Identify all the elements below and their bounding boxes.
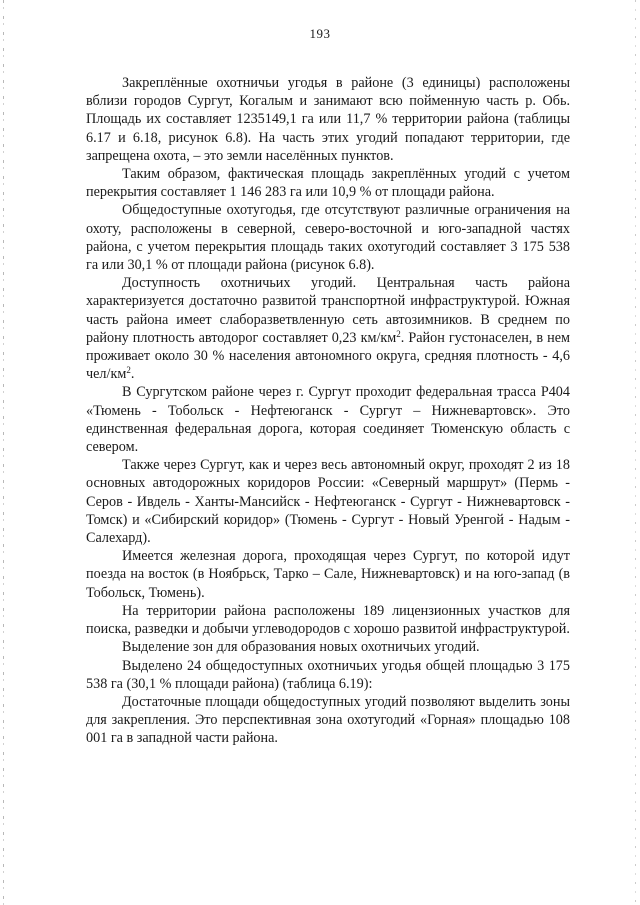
paragraph-public-grounds-count: Выделено 24 общедоступных охотничьих угодья общей площадью 3 175 538 га (30,1 % площади района) (таблица 6.19): [86,657,570,692]
accessibility-text-3: . [130,366,135,383]
accessibility-text-2: . Район густонаселен, в нем проживает около 30 % населения автономного округа, средняя плотность - 4,6 чел/км [86,329,571,383]
document-body [86,74,570,748]
paragraph-public-grounds: Общедоступные охотугодья, где отсутствуют различные ограничения на охоту, расположены в северной, северо-восточной и юго-западной частях района, с учетом перекрытия площадь таких охотугодий составляет 3 175 538 га или 30,1 % от площади района (рисунок 6.8). [86,202,570,274]
superscript-1: 2 [396,328,401,339]
accessibility-text-1: Доступность охотничьих угодий. Центральная часть района характеризуется достаточно развитой транспортной инфраструктурой. Южная часть района имеет слаборазветвленную сеть автозимников. В среднем по району плотность автодорог составляет 0,23 км/км [86,275,570,346]
paragraph-road-corridors: Также через Сургут, как и через весь автономный округ, проходят 2 из 18 основных автодорожных коридоров России: «Северный маршрут» (Пермь - Серов - Ивдель - Ханты-Мансийск - Нефтеюганск - Сургут - Нижневартовск - Томск) и «Сибирский коридор» (Тюмень - Сургут - Новый Уренгой - Надым - Салехард). [86,457,570,547]
paragraph-hunting-grounds: Закреплённые охотничьи угодья в районе (3 единицы) расположены вблизи городов Сургут, Когалым и занимают всю пойменную часть р. Обь. Площадь их составляет 1235149,1 га или 11,7 % территории района (таблицы 6.17 и 6.18, рисунок 6.8). На часть этих угодий попадают территории, где запрещена охота, – это земли населённых пунктов. [86,75,570,164]
paragraph-gornaya-zone: Достаточные площади общедоступных угодий позволяют выделить зоны для закрепления. Это перспективная зона охотугодий «Горная» площадью 108 001 га в западной части района. [86,693,570,747]
paragraph-actual-area: Таким образом, фактическая площадь закреплённых угодий с учетом перекрытия составляет 1 146 283 га или 10,9 % от площади района. [86,166,570,201]
paragraph-federal-highway: В Сургутском районе через г. Сургут проходит федеральная трасса Р404 «Тюмень - Тобольск - Нефтеюганск - Сургут – Нижневартовск». Это единственная федеральная дорога, которая соединяет Тюменскую область с севером. [86,384,570,456]
paragraph-accessibility [86,274,570,383]
paragraph-railway: Имеется железная дорога, проходящая через Сургут, по которой идут поезда на восток (в Ноябрьск, Тарко – Сале, Нижневартовск) и на юго-запад (в Тобольск, Тюмень). [86,548,570,601]
superscript-2: 2 [126,365,131,376]
scan-edge-right [635,0,636,905]
page-number: 193 [309,26,331,41]
paragraph-license-sites: На территории района расположены 189 лицензионных участков для поиска, разведки и добычи углеводородов с хорошо развитой инфраструктурой. [86,602,570,638]
scan-edge-left [3,0,4,905]
paragraph-zone-heading: Выделение зон для образования новых охотничьих угодий. [122,639,480,656]
